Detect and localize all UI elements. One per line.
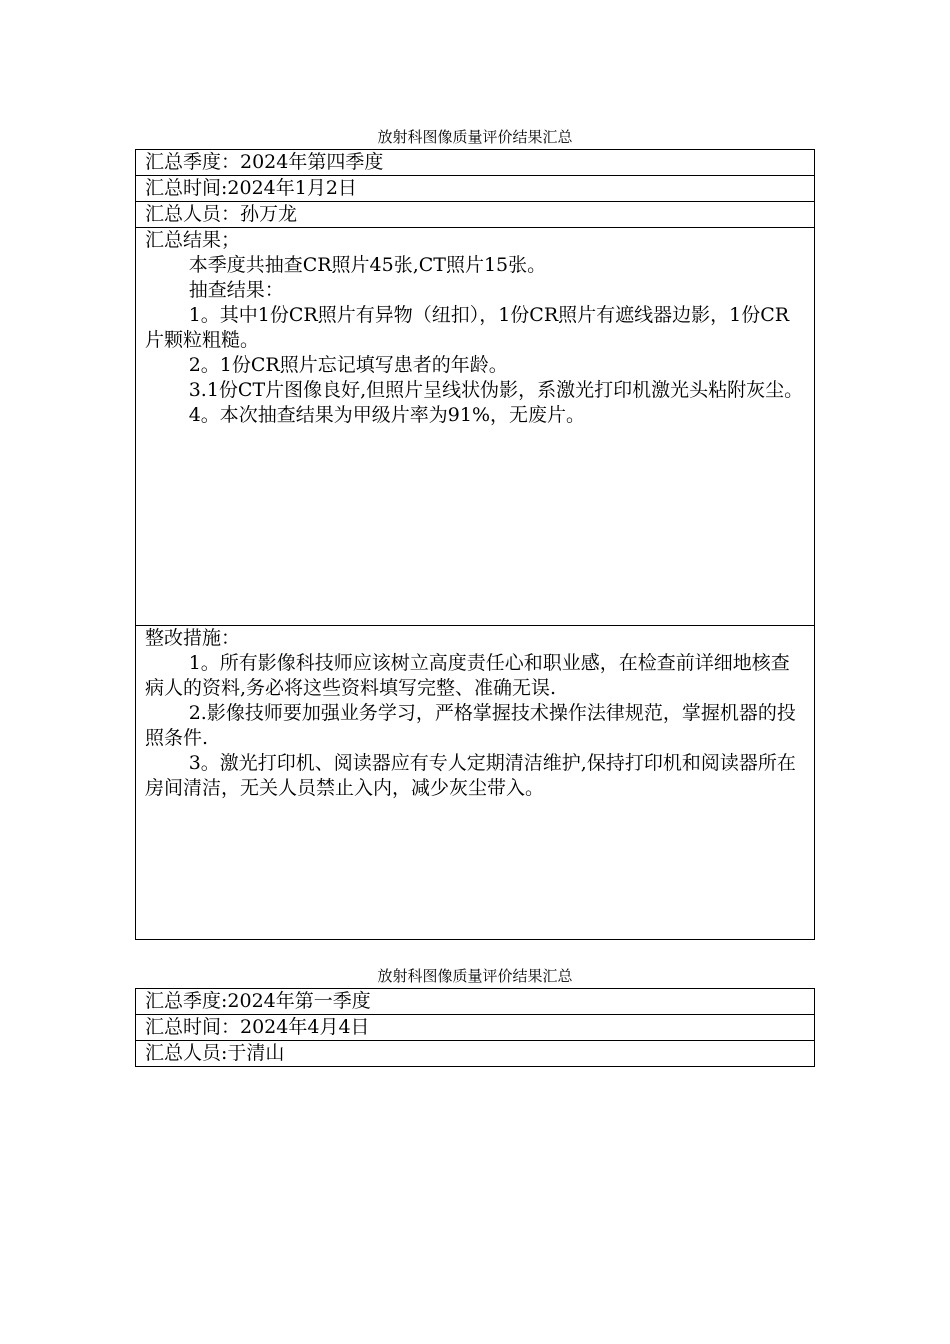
measures-line: 2.影像技师要加强业务学习，严格掌握技术操作法律规范，掌握机器的投照条件.: [145, 702, 796, 749]
summary-table-1: [135, 149, 815, 940]
summary-time: 汇总时间：2024年4月4日: [136, 1015, 815, 1041]
results-line: 3.1份CT片图像良好,但照片呈线状伪影，系激光打印机激光头粘附灰尘。: [188, 379, 804, 401]
summary-quarter: 汇总季度：2024年第四季度: [136, 150, 815, 176]
summary-results-cell: [136, 228, 815, 626]
summary-person: 汇总人员:于清山: [136, 1041, 815, 1067]
corrective-measures-cell: [136, 626, 815, 940]
measures-line: 1。所有影像科技师应该树立高度责任心和职业感，在检查前详细地核查病人的资料,务必将这些资料填写完整、准确无误.: [145, 652, 790, 699]
report-title-2: 放射科图像质量评价结果汇总: [377, 967, 573, 985]
measures-heading: 整改措施：: [145, 627, 241, 649]
summary-quarter: 汇总季度:2024年第一季度: [136, 989, 815, 1015]
summary-person: 汇总人员：孙万龙: [136, 202, 815, 228]
results-line: 1。其中1份CR照片有异物（纽扣），1份CR照片有遮线器边影，1份CR片颗粒粗糙。: [145, 304, 790, 351]
measures-line: 3。激光打印机、阅读器应有专人定期清洁维护,保持打印机和阅读器所在房间清洁，无关人员禁止入内，减少灰尘带入。: [145, 752, 796, 799]
summary-table-2: [135, 988, 815, 1067]
report-title-1: 放射科图像质量评价结果汇总: [377, 128, 573, 146]
summary-time: 汇总时间:2024年1月2日: [136, 176, 815, 202]
results-line: 本季度共抽查CR照片45张,CT照片15张。: [188, 254, 547, 276]
results-line: 4。本次抽查结果为甲级片率为91%，无废片。: [188, 404, 586, 426]
results-line: 抽查结果：: [188, 279, 284, 301]
results-line: 2。1份CR照片忘记填写患者的年龄。: [188, 354, 508, 376]
results-heading: 汇总结果；: [145, 229, 241, 251]
